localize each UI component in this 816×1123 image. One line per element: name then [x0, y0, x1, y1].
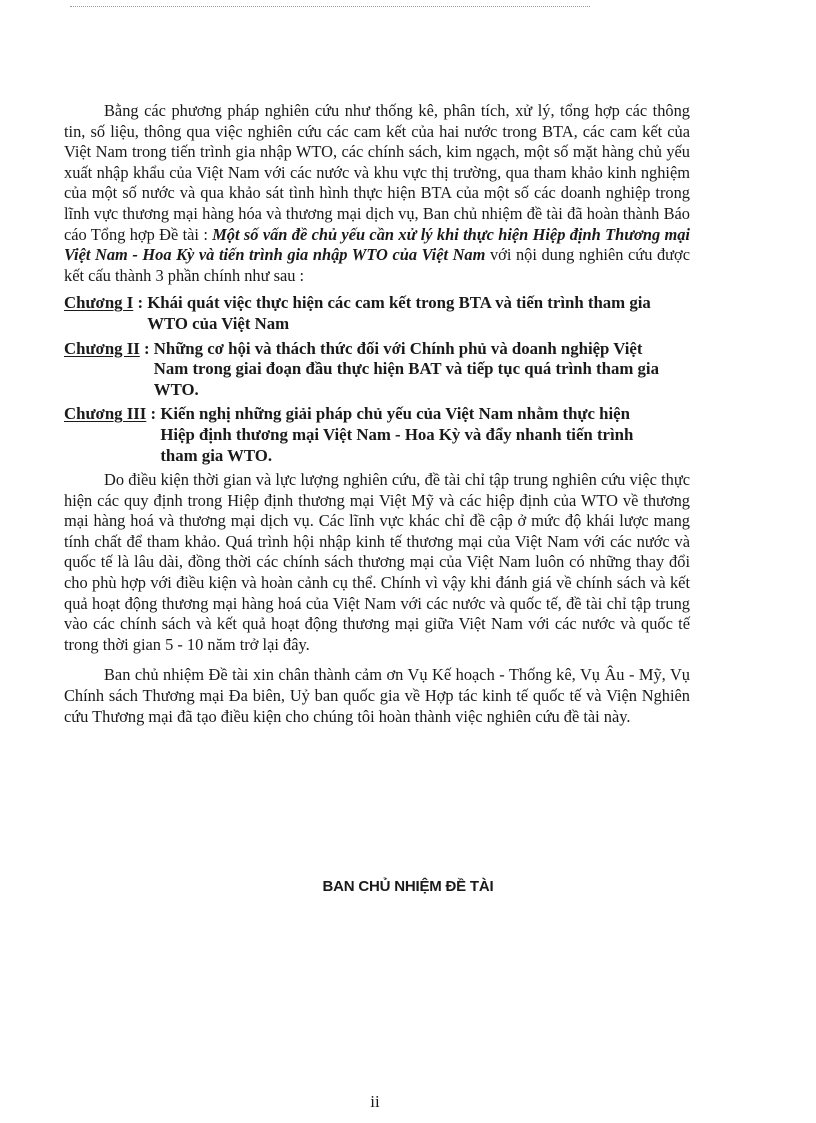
chapter-title: Kiến nghị những giải pháp chủ yếu của Việt Nam nhằm thực hiện Hiệp định thương mại Việt Nam - Hoa Kỳ và đẩy nhanh tiến trình tham gia WTO.	[160, 404, 634, 465]
chapter-separator: :	[133, 293, 148, 313]
signature-block: BAN CHỦ NHIỆM ĐỀ TÀI	[322, 878, 494, 895]
intro-text: Bằng các phương pháp nghiên cứu như thống kê, phân tích, xử lý, tổng hợp các thông tin, số liệu, thông qua việc nghiên cứu các cam kết của hai nước trong BTA, các cam kết của Việt Nam trong tiến trình gia nhập WTO, các chính sách, kim ngạch, một số mặt hàng chủ yếu xuất nhập khẩu của Việt Nam với các nước và khu vực thị trường, qua tham khảo kinh nghiệm của một số nước và qua khảo sát tình hình thực hiện BTA của một số các doanh nghiệp trong lĩnh vực thương mại hàng hóa và thương mại dịch vụ, Ban chủ nhiệm đề tài đã hoàn thành Báo cáo Tổng hợp Đề tài :	[64, 101, 690, 244]
chapter-title: Những cơ hội và thách thức đối với Chính phủ và doanh nghiệp Việt Nam trong giai đoạn đầu thực hiện BAT và tiếp tục quá trình tham gia WTO.	[153, 338, 659, 399]
chapter-item	[64, 293, 690, 334]
chapter-separator: :	[139, 338, 154, 358]
intro-paragraph	[64, 101, 690, 286]
document-body	[64, 101, 690, 727]
chapter-label: Chương III	[64, 404, 147, 424]
thanks-paragraph: Ban chủ nhiệm Đề tài xin chân thành cảm ơn Vụ Kế hoạch - Thống kê, Vụ Âu - Mỹ, Vụ Chính sách Thương mại Đa biên, Uỷ ban quốc gia về Hợp tác kinh tế quốc tế và Viện Nghiên cứu Thương mại đã tạo điều kiện cho chúng tôi hoàn thành việc nghiên cứu đề tài này.	[64, 665, 690, 726]
header-rule	[70, 6, 590, 7]
chapter-item	[64, 404, 690, 466]
chapter-list	[64, 293, 690, 466]
chapter-separator: :	[146, 404, 161, 424]
scope-paragraph: Do điều kiện thời gian và lực lượng nghiên cứu, đề tài chỉ tập trung nghiên cứu việc thực hiện các quy định trong Hiệp định thương mại Việt Mỹ và các hiệp định của WTO về thương mại hàng hoá và thương mại dịch vụ. Các lĩnh vực khác chỉ đề cập ở mức độ khái lược mang tính chất để tham khảo. Quá trình hội nhập kinh tế thương mại của Việt Nam với các nước và quốc tế là lâu dài, đồng thời các chính sách thương mại của Việt Nam luôn có những thay đổi cho phù hợp với điều kiện và hoàn cảnh cụ thể. Chính vì vậy khi đánh giá về chính sách và kết quả hoạt động thương mại hàng hoá của Việt Nam với các nước và quốc tế, đề tài chỉ tập trung vào các chính sách và kết quả hoạt động thương mại giữa Việt Nam với các nước và quốc tế trong thời gian 5 - 10 năm trở lại đây.	[64, 470, 690, 654]
chapter-item	[64, 339, 690, 401]
chapter-label: Chương II	[64, 338, 140, 358]
page-number: ii	[370, 1092, 380, 1111]
chapter-label: Chương I	[64, 293, 134, 313]
report-title: Một số vấn đề chủ yếu cần xử lý khi thực hiện Hiệp định Thương mại Việt Nam - Hoa Kỳ và tiến trình gia nhập WTO của Việt Nam	[64, 224, 690, 265]
chapter-title: Khái quát việc thực hiện các cam kết trong BTA và tiến trình tham gia WTO của Việt Nam	[147, 293, 651, 333]
intro-text-end: với nội dung nghiên cứu được kết cấu thành 3 phần chính như sau :	[64, 245, 690, 285]
